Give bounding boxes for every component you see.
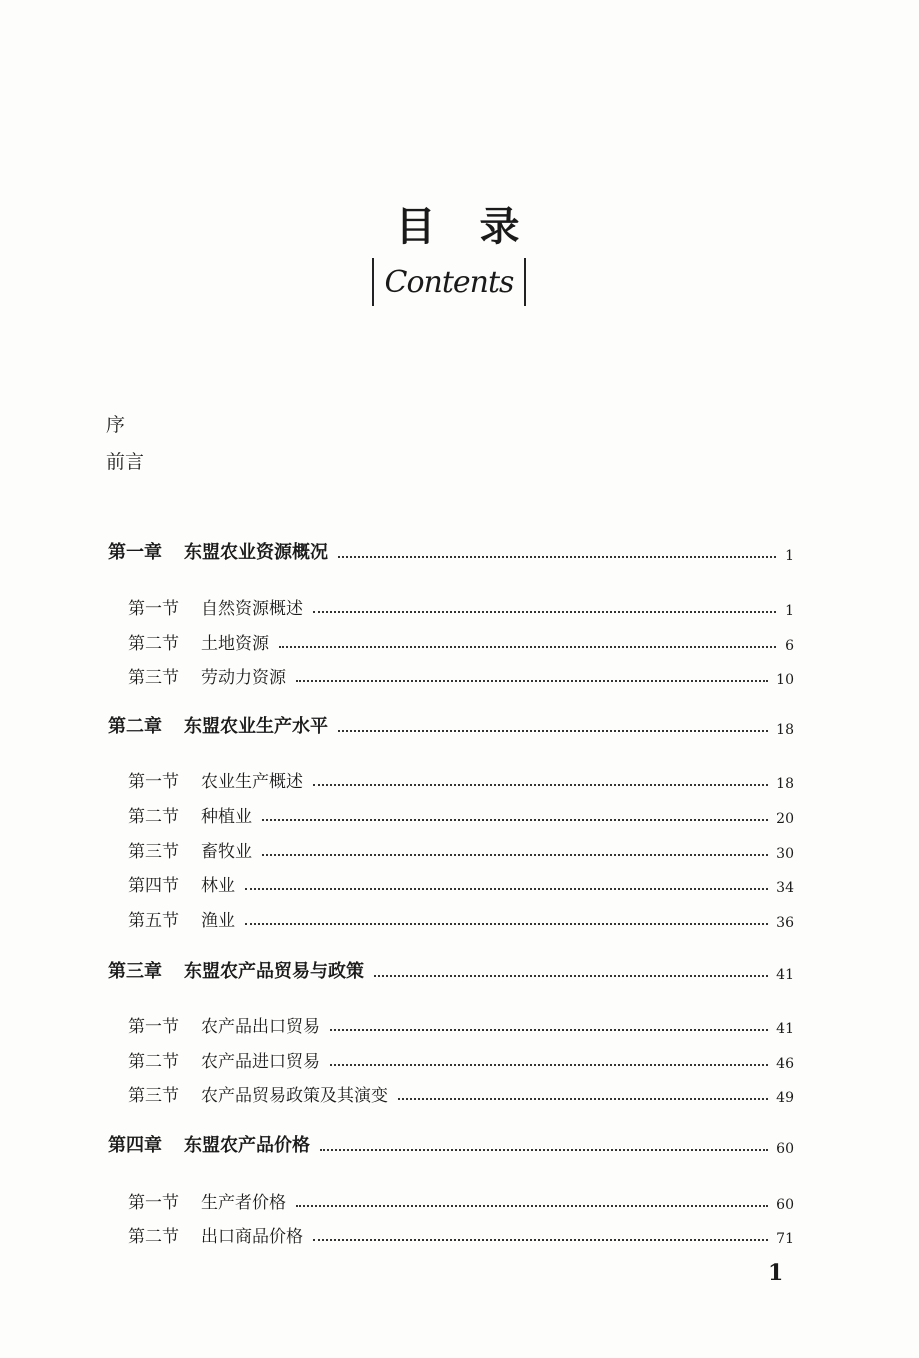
toc-entry-number: 第一节 (128, 772, 179, 792)
toc-entry-label (108, 712, 328, 738)
toc-entry-number: 第二节 (128, 1052, 179, 1072)
toc-section-entry[interactable] (128, 836, 794, 862)
leader-dots (330, 1063, 768, 1066)
toc-entry-page: 1 (785, 603, 794, 619)
page-title: 目录 (395, 203, 564, 250)
leader-dots (320, 1148, 768, 1151)
page-number: 1 (768, 1260, 784, 1286)
toc-entry-title: 东盟农业生产水平 (184, 716, 328, 737)
toc-entry-number: 第二章 (108, 716, 162, 737)
toc-entry-page: 20 (776, 811, 794, 827)
toc-entry-number: 第一节 (128, 1193, 179, 1213)
toc-entry-page: 71 (776, 1231, 794, 1247)
toc-section-entry[interactable] (128, 1046, 794, 1072)
toc-entry-page: 41 (776, 1021, 794, 1037)
toc-section-entry[interactable] (128, 662, 794, 688)
toc-entry-number: 第一章 (108, 542, 162, 563)
toc-entry-page: 30 (776, 846, 794, 862)
toc-entry-page: 60 (776, 1141, 794, 1157)
toc-entry-page: 46 (776, 1056, 794, 1072)
toc-entry-title: 生产者价格 (201, 1193, 286, 1213)
toc-entry-title: 劳动力资源 (201, 668, 286, 688)
toc-entry-page: 18 (776, 776, 794, 792)
toc-chapter-entry[interactable] (108, 1131, 794, 1157)
toc-entry-number: 第三章 (108, 961, 162, 982)
toc-entry-number: 第三节 (128, 668, 179, 688)
leader-dots (279, 645, 776, 648)
leader-dots (338, 729, 768, 732)
leader-dots (262, 818, 768, 821)
toc-entry-title: 畜牧业 (201, 842, 252, 862)
toc-section-entry[interactable] (128, 766, 794, 792)
leader-dots (374, 974, 768, 977)
toc-entry-title: 东盟农产品价格 (184, 1135, 310, 1156)
toc-section-entry[interactable] (128, 1011, 794, 1037)
toc-chapter-entry[interactable] (108, 538, 794, 564)
toc-entry-title: 东盟农产品贸易与政策 (184, 961, 364, 982)
toc-entry-page: 41 (776, 967, 794, 983)
page-subtitle: Contents (384, 264, 514, 300)
toc-entry-number: 第一节 (128, 599, 179, 619)
toc-entry-label (128, 1222, 303, 1247)
toc-section-entry[interactable] (128, 1221, 794, 1247)
toc-section-entry[interactable] (128, 1080, 794, 1106)
toc-entry-title: 农业生产概述 (201, 772, 303, 792)
leader-dots (313, 783, 768, 786)
leader-dots (398, 1097, 768, 1100)
leader-dots (262, 853, 768, 856)
toc-section-entry[interactable] (128, 870, 794, 896)
toc-entry-number: 第二节 (128, 634, 179, 654)
toc-entry-page: 49 (776, 1090, 794, 1106)
front-matter-foreword[interactable]: 前言 (106, 451, 145, 473)
leader-dots (296, 1204, 768, 1207)
toc-entry-label (128, 594, 303, 619)
toc-entry-page: 34 (776, 880, 794, 896)
banner-right-bar (524, 258, 526, 306)
toc-entry-label (128, 837, 252, 862)
front-matter-preface[interactable]: 序 (106, 414, 126, 436)
toc-entry-title: 农产品进口贸易 (201, 1052, 320, 1072)
toc-chapter-entry[interactable] (108, 712, 794, 738)
toc-entry-page: 10 (776, 672, 794, 688)
toc-entry-label (128, 1047, 320, 1072)
toc-entry-label (128, 1188, 286, 1213)
toc-entry-label (128, 663, 286, 688)
leader-dots (296, 679, 768, 682)
toc-entry-label (128, 802, 252, 827)
toc-section-entry[interactable] (128, 905, 794, 931)
contents-banner (372, 258, 526, 306)
toc-entry-label (128, 906, 235, 931)
toc-entry-number: 第一节 (128, 1017, 179, 1037)
leader-dots (330, 1028, 768, 1031)
toc-entry-title: 林业 (201, 876, 235, 896)
toc-entry-label (128, 1081, 388, 1106)
toc-section-entry[interactable] (128, 801, 794, 827)
toc-entry-number: 第四章 (108, 1135, 162, 1156)
toc-entry-title: 农产品出口贸易 (201, 1017, 320, 1037)
toc-entry-page: 6 (785, 638, 794, 654)
toc-chapter-entry[interactable] (108, 957, 794, 983)
toc-entry-title: 种植业 (201, 807, 252, 827)
leader-dots (313, 1238, 768, 1241)
toc-entry-label (108, 957, 364, 983)
toc-entry-label (128, 629, 269, 654)
toc-entry-title: 自然资源概述 (201, 599, 303, 619)
toc-entry-title: 东盟农业资源概况 (184, 542, 328, 563)
toc-entry-page: 36 (776, 915, 794, 931)
toc-entry-title: 土地资源 (201, 634, 269, 654)
toc-section-entry[interactable] (128, 1187, 794, 1213)
toc-entry-number: 第五节 (128, 911, 179, 931)
toc-entry-number: 第三节 (128, 1086, 179, 1106)
toc-entry-page: 1 (785, 548, 794, 564)
toc-entry-label (128, 767, 303, 792)
leader-dots (313, 610, 776, 613)
leader-dots (245, 922, 768, 925)
toc-entry-label (128, 871, 235, 896)
toc-entry-page: 60 (776, 1197, 794, 1213)
toc-entry-number: 第二节 (128, 1227, 179, 1247)
leader-dots (338, 555, 776, 558)
banner-left-bar (372, 258, 374, 306)
toc-entry-label (108, 538, 328, 564)
toc-entry-number: 第四节 (128, 876, 179, 896)
toc-entry-title: 出口商品价格 (201, 1227, 303, 1247)
toc-entry-title: 渔业 (201, 911, 235, 931)
toc-entry-label (128, 1012, 320, 1037)
toc-entry-number: 第三节 (128, 842, 179, 862)
toc-entry-title: 农产品贸易政策及其演变 (201, 1086, 388, 1106)
toc-entry-number: 第二节 (128, 807, 179, 827)
toc-entry-label (108, 1131, 310, 1157)
toc-entry-page: 18 (776, 722, 794, 738)
leader-dots (245, 887, 768, 890)
toc-section-entry[interactable] (128, 593, 794, 619)
toc-section-entry[interactable] (128, 628, 794, 654)
